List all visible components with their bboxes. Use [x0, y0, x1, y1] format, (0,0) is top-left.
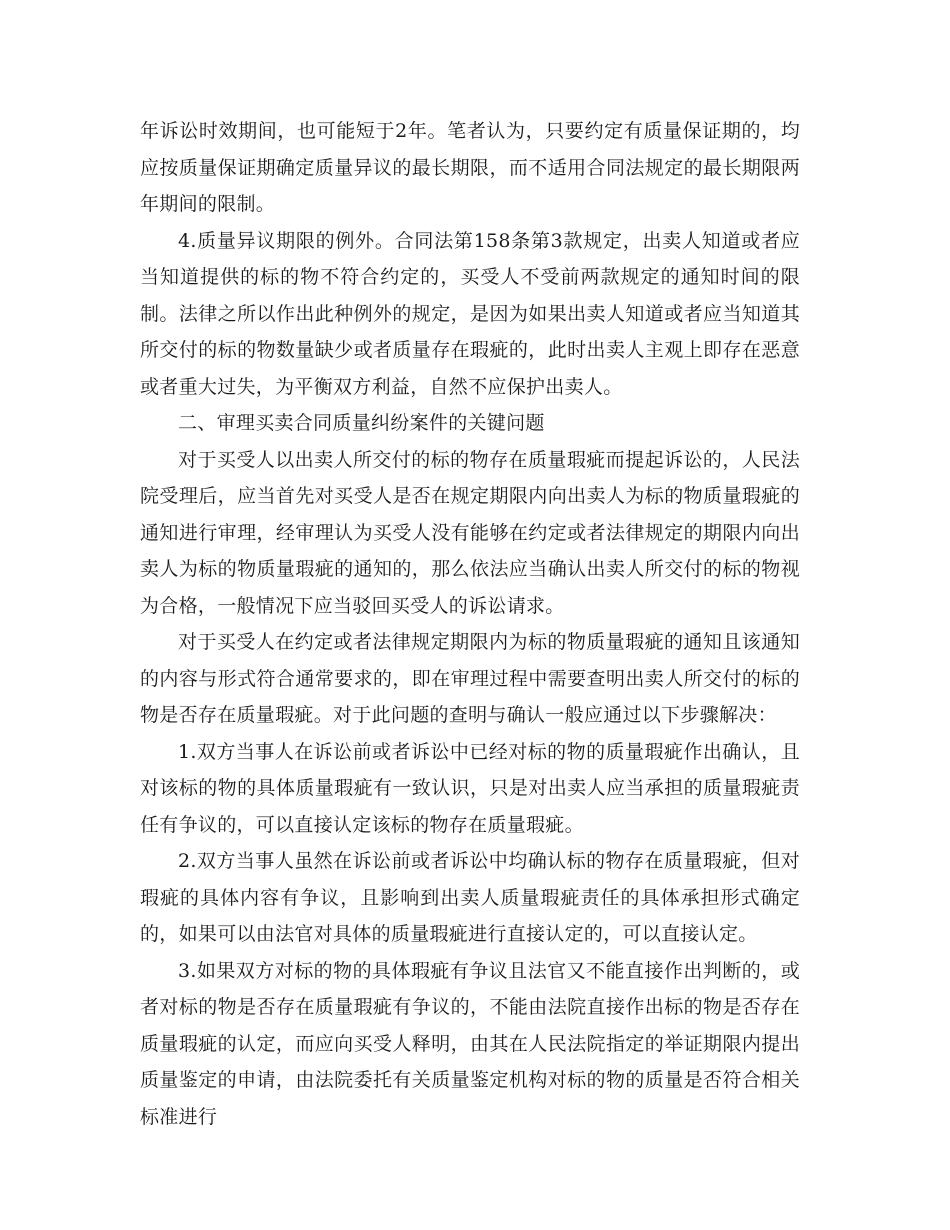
paragraph: 年诉讼时效期间，也可能短于2年。笔者认为，只要约定有质量保证期的，均应按质量保证期确定质量异议的最长期限，而不适用合同法规定的最长期限两年期间的限制。: [140, 120, 800, 215]
paragraph: 对于买受人在约定或者法律规定期限内为标的物质量瑕疵的通知且该通知的内容与形式符合通常要求的，即在审理过程中需要查明出卖人所交付的标的物是否存在质量瑕疵。对于此问题的查明与确认一般应通过以下步骤解决：: [140, 631, 800, 726]
paragraph: 对于买受人以出卖人所交付的标的物存在质量瑕疵而提起诉讼的，人民法院受理后，应当首先对买受人是否在规定期限内向出卖人为标的物质量瑕疵的通知进行审理，经审理认为买受人没有能够在约定或者法律规定的期限内向出卖人为标的物质量瑕疵的通知的，那么依法应当确认出卖人所交付的标的物视为合格，一般情况下应当驳回买受人的诉讼请求。: [140, 448, 800, 617]
body-text: [140, 113, 800, 1135]
paragraph: 2.双方当事人虽然在诉讼前或者诉讼中均确认标的物存在质量瑕疵，但对瑕疵的具体内容有争议，且影响到出卖人质量瑕疵责任的具体承担形式确定的，如果可以由法官对具体的质量瑕疵进行直接认定的，可以直接认定。: [140, 850, 800, 945]
section-heading: 二、审理买卖合同质量纠纷案件的关键问题: [178, 412, 545, 434]
paragraph: 3.如果双方对标的物的具体瑕疵有争议且法官又不能直接作出判断的，或者对标的物是否存在质量瑕疵有争议的，不能由法院直接作出标的物是否存在质量瑕疵的认定，而应向买受人释明，由其在人民法院指定的举证期限内提出质量鉴定的申请，由法院委托有关质量鉴定机构对标的物的质量是否符合相关标准进行: [140, 959, 800, 1128]
paragraph: 1.双方当事人在诉讼前或者诉讼中已经对标的物的质量瑕疵作出确认，且对该标的物的具体质量瑕疵有一致认识，只是对出卖人应当承担的质量瑕疵责任有争议的，可以直接认定该标的物存在质量瑕疵。: [140, 740, 800, 836]
paragraph: 4.质量异议期限的例外。合同法第158条第3款规定，出卖人知道或者应当知道提供的标的物不符合约定的，买受人不受前两款规定的通知时间的限制。法律之所以作出此种例外的规定，是因为如果出卖人知道或者应当知道其所交付的标的物数量缺少或者质量存在瑕疵的，此时出卖人主观上即存在恶意或者重大过失，为平衡双方利益，自然不应保护出卖人。: [140, 229, 800, 398]
